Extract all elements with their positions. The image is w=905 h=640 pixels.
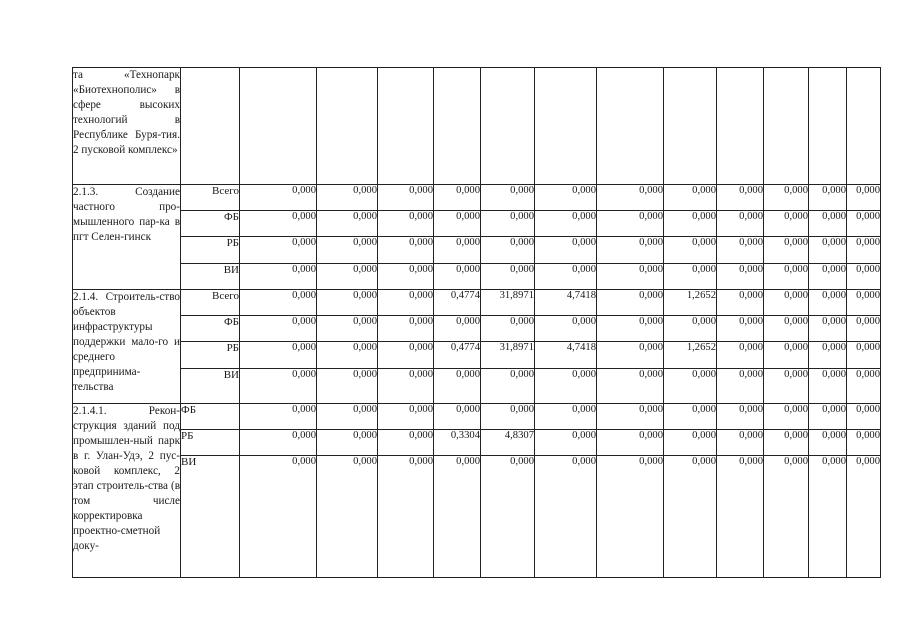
value-cell: 0,000: [764, 456, 809, 578]
value-cell: 0,000: [717, 456, 764, 578]
value-cell: 0,000: [240, 290, 317, 316]
value-cell: 0,000: [378, 264, 434, 290]
value-cell: 0,000: [434, 404, 481, 430]
value-cell: 0,000: [847, 290, 881, 316]
value-cell: 0,000: [535, 211, 597, 237]
value-cell: 0,000: [434, 316, 481, 342]
value-cell: 0,000: [535, 404, 597, 430]
value-cell: 0,000: [317, 290, 378, 316]
table-row: [73, 456, 881, 578]
value-cell: 0,000: [535, 316, 597, 342]
value-cell: 0,000: [847, 404, 881, 430]
empty-cell: [847, 68, 881, 185]
value-cell: 0,000: [240, 430, 317, 456]
value-cell: 0,000: [664, 316, 717, 342]
value-cell: 0,000: [378, 342, 434, 369]
empty-cell: [434, 68, 481, 185]
value-cell: 0,000: [378, 211, 434, 237]
table-row: [73, 237, 881, 264]
empty-cell: [317, 68, 378, 185]
row-item-name: 2.1.4.1. Рекон-струкция зданий под промышлен-ный парк в г. Улан-Удэ, 2 пус-ковой комплекс, 2 этап строитель-ства (в том числе корректировка проектно-сметной доку-: [73, 404, 181, 578]
value-cell: 0,000: [535, 456, 597, 578]
value-cell: 0,000: [847, 237, 881, 264]
value-cell: 0,000: [847, 264, 881, 290]
value-cell: 0,000: [764, 430, 809, 456]
value-cell: 0,000: [317, 185, 378, 211]
value-cell: 0,000: [535, 369, 597, 404]
value-cell: 31,8971: [481, 342, 535, 369]
value-cell: 0,000: [764, 290, 809, 316]
value-cell: 0,000: [481, 369, 535, 404]
value-cell: 0,000: [597, 264, 664, 290]
value-cell: 0,000: [481, 404, 535, 430]
value-cell: 1,2652: [664, 342, 717, 369]
value-cell: 0,000: [317, 237, 378, 264]
empty-cell: [764, 68, 809, 185]
value-cell: 4,7418: [535, 290, 597, 316]
value-cell: 0,000: [434, 237, 481, 264]
value-cell: 0,000: [764, 185, 809, 211]
value-cell: 0,000: [717, 237, 764, 264]
value-cell: 0,000: [809, 237, 847, 264]
value-cell: 0,3304: [434, 430, 481, 456]
table-row: [73, 68, 881, 185]
value-cell: 0,000: [764, 342, 809, 369]
value-cell: 0,000: [809, 316, 847, 342]
value-cell: 0,000: [764, 316, 809, 342]
value-cell: 0,000: [240, 211, 317, 237]
value-cell: 0,000: [240, 264, 317, 290]
value-cell: 0,000: [317, 342, 378, 369]
value-cell: 0,000: [717, 211, 764, 237]
value-cell: 31,8971: [481, 290, 535, 316]
value-cell: 0,000: [847, 211, 881, 237]
value-cell: 0,000: [764, 237, 809, 264]
empty-cell: [181, 68, 240, 185]
value-cell: 0,000: [809, 369, 847, 404]
value-cell: 0,000: [378, 404, 434, 430]
value-cell: 0,000: [317, 430, 378, 456]
value-cell: 0,000: [434, 211, 481, 237]
table-row: [73, 404, 881, 430]
value-cell: 0,000: [378, 369, 434, 404]
empty-cell: [535, 68, 597, 185]
value-cell: 0,000: [240, 342, 317, 369]
value-cell: 0,000: [317, 316, 378, 342]
value-cell: 4,7418: [535, 342, 597, 369]
value-cell: 0,000: [717, 404, 764, 430]
table-row: [73, 290, 881, 316]
value-cell: 0,000: [535, 264, 597, 290]
empty-cell: [664, 68, 717, 185]
value-cell: 0,000: [809, 264, 847, 290]
value-cell: 0,000: [378, 430, 434, 456]
value-cell: 0,000: [717, 264, 764, 290]
value-cell: 0,000: [317, 369, 378, 404]
value-cell: 0,000: [597, 316, 664, 342]
value-cell: 0,000: [481, 456, 535, 578]
value-cell: 0,000: [664, 264, 717, 290]
value-cell: 0,000: [847, 185, 881, 211]
value-cell: 0,000: [764, 211, 809, 237]
value-cell: 0,000: [809, 430, 847, 456]
value-cell: 0,000: [597, 211, 664, 237]
value-cell: 0,000: [434, 456, 481, 578]
value-cell: 0,000: [717, 316, 764, 342]
value-cell: 0,000: [240, 404, 317, 430]
value-cell: 0,000: [481, 316, 535, 342]
funding-table: [72, 67, 881, 578]
funding-source: ФБ: [181, 211, 240, 237]
value-cell: 0,000: [664, 211, 717, 237]
value-cell: 0,000: [847, 316, 881, 342]
value-cell: 0,000: [535, 185, 597, 211]
value-cell: 0,000: [240, 456, 317, 578]
funding-source: ВИ: [181, 264, 240, 290]
value-cell: 0,000: [597, 237, 664, 264]
value-cell: 0,000: [317, 456, 378, 578]
value-cell: 0,000: [847, 430, 881, 456]
value-cell: 0,000: [481, 185, 535, 211]
value-cell: 0,000: [809, 342, 847, 369]
value-cell: 0,000: [847, 342, 881, 369]
value-cell: 0,000: [535, 237, 597, 264]
value-cell: 0,000: [597, 456, 664, 578]
value-cell: 0,000: [240, 185, 317, 211]
table-row: [73, 211, 881, 237]
value-cell: 0,000: [717, 369, 764, 404]
value-cell: 0,000: [717, 430, 764, 456]
table-row: [73, 430, 881, 456]
value-cell: 0,000: [240, 237, 317, 264]
value-cell: 0,000: [481, 264, 535, 290]
row-item-name: 2.1.4. Строитель-ство объектов инфраструктуры поддержки мало-го и среднего предпринима-тельства: [73, 290, 181, 404]
value-cell: 0,4774: [434, 290, 481, 316]
value-cell: 0,000: [664, 185, 717, 211]
value-cell: 0,000: [378, 185, 434, 211]
value-cell: 0,000: [597, 430, 664, 456]
value-cell: 0,000: [597, 404, 664, 430]
value-cell: 0,000: [597, 342, 664, 369]
value-cell: 0,000: [847, 456, 881, 578]
value-cell: 0,000: [809, 185, 847, 211]
value-cell: 0,000: [764, 404, 809, 430]
value-cell: 0,000: [809, 456, 847, 578]
value-cell: 0,000: [434, 264, 481, 290]
value-cell: 0,000: [434, 369, 481, 404]
value-cell: 0,000: [378, 456, 434, 578]
empty-cell: [481, 68, 535, 185]
value-cell: 0,000: [809, 211, 847, 237]
value-cell: 0,000: [240, 316, 317, 342]
table-row: [73, 369, 881, 404]
value-cell: 0,000: [317, 264, 378, 290]
empty-cell: [717, 68, 764, 185]
value-cell: 0,000: [535, 430, 597, 456]
value-cell: 0,000: [597, 185, 664, 211]
row-item-name: 2.1.3. Создание частного про-мышленного пар-ка в пгт Селен-гинск: [73, 185, 181, 290]
funding-source: ВИ: [181, 369, 240, 404]
value-cell: 0,000: [717, 342, 764, 369]
value-cell: 0,000: [481, 211, 535, 237]
value-cell: 0,000: [378, 316, 434, 342]
empty-cell: [240, 68, 317, 185]
table-row: [73, 185, 881, 211]
funding-source: Всего: [181, 290, 240, 316]
empty-cell: [809, 68, 847, 185]
funding-source: Всего: [181, 185, 240, 211]
value-cell: 0,000: [717, 290, 764, 316]
value-cell: 0,000: [764, 369, 809, 404]
table-row: [73, 316, 881, 342]
value-cell: 0,000: [664, 404, 717, 430]
value-cell: 0,000: [809, 404, 847, 430]
value-cell: 0,000: [664, 456, 717, 578]
value-cell: 4,8307: [481, 430, 535, 456]
value-cell: 0,000: [664, 237, 717, 264]
value-cell: 0,000: [597, 290, 664, 316]
value-cell: 0,000: [717, 185, 764, 211]
row-item-name: та «Технопарк «Биотехнополис» в сфере высоких технологий в Республике Буря-тия. 2 пусковой комплекс»: [73, 68, 181, 185]
table-row: [73, 342, 881, 369]
funding-source: ФБ: [181, 316, 240, 342]
empty-cell: [378, 68, 434, 185]
value-cell: 0,000: [378, 237, 434, 264]
value-cell: 0,000: [434, 185, 481, 211]
funding-source: РБ: [181, 342, 240, 369]
funding-source: ВИ: [181, 456, 240, 578]
value-cell: 0,000: [317, 211, 378, 237]
value-cell: 0,000: [764, 264, 809, 290]
empty-cell: [597, 68, 664, 185]
value-cell: 0,000: [664, 369, 717, 404]
value-cell: 0,4774: [434, 342, 481, 369]
value-cell: 1,2652: [664, 290, 717, 316]
value-cell: 0,000: [481, 237, 535, 264]
value-cell: 0,000: [847, 369, 881, 404]
funding-source: ФБ: [181, 404, 240, 430]
value-cell: 0,000: [809, 290, 847, 316]
funding-source: РБ: [181, 430, 240, 456]
value-cell: 0,000: [378, 290, 434, 316]
value-cell: 0,000: [317, 404, 378, 430]
funding-source: РБ: [181, 237, 240, 264]
value-cell: 0,000: [664, 430, 717, 456]
table-row: [73, 264, 881, 290]
value-cell: 0,000: [597, 369, 664, 404]
value-cell: 0,000: [240, 369, 317, 404]
